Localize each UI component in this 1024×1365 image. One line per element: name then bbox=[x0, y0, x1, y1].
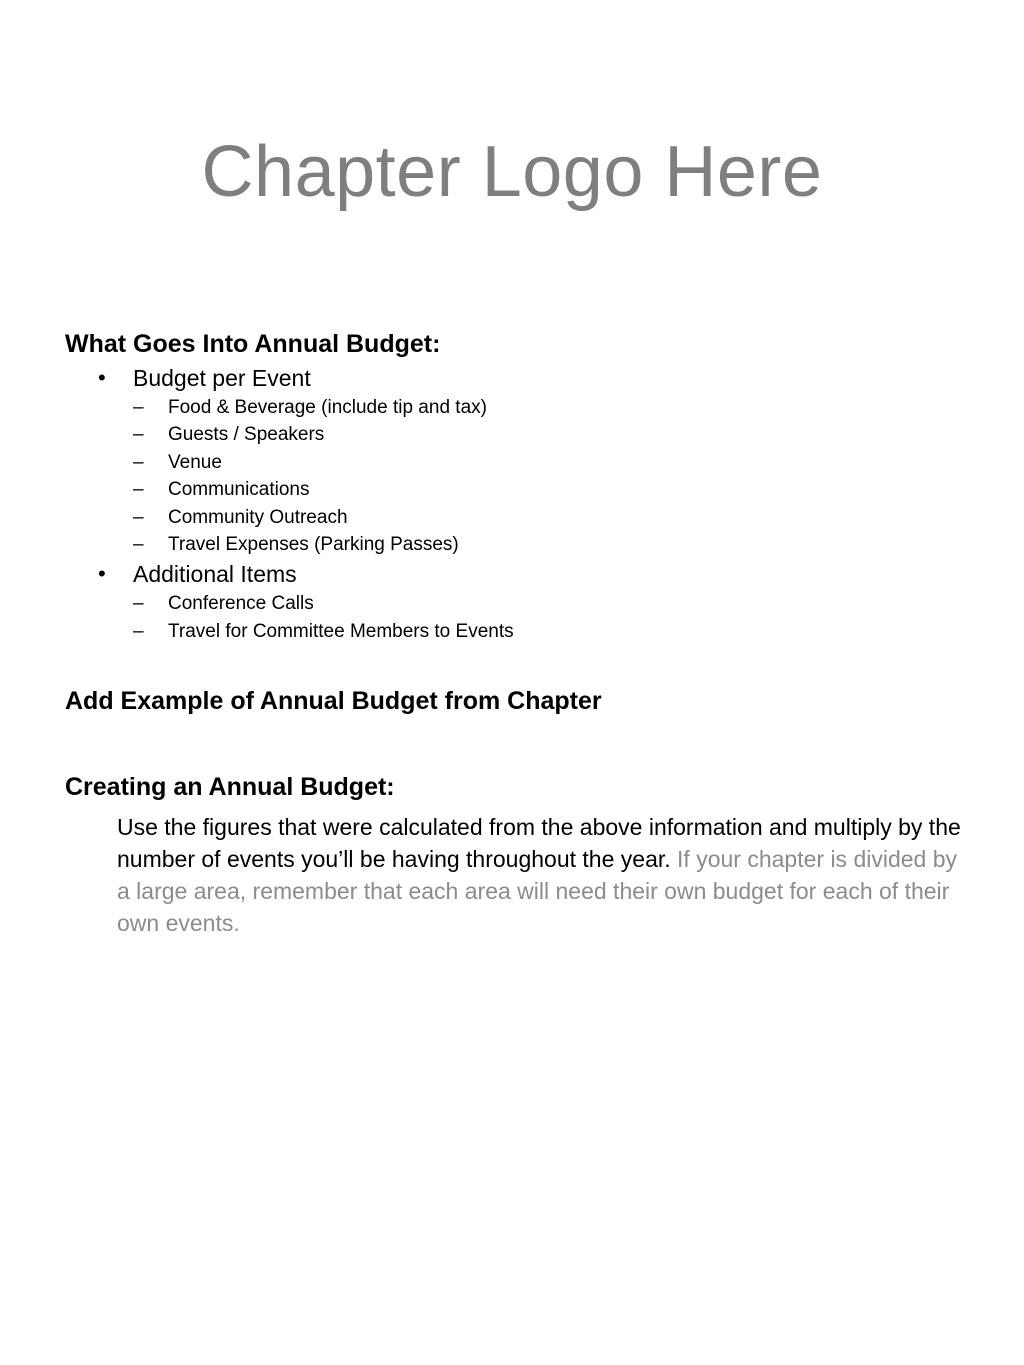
creating-paragraph-note: If your chapter is divided by a large area, remember that each area will need their own budget for each of their own events. bbox=[117, 846, 958, 937]
sub-list-item bbox=[133, 421, 965, 448]
dash-icon: – bbox=[133, 451, 144, 473]
example-heading: Add Example of Annual Budget from Chapter bbox=[65, 687, 602, 716]
spacer bbox=[65, 719, 965, 769]
sub-list-item-label: Guests / Speakers bbox=[168, 424, 325, 446]
creating-paragraph bbox=[117, 811, 962, 939]
slide-content bbox=[65, 326, 965, 939]
sub-list-item bbox=[133, 449, 965, 476]
sub-list-item-label: Community Outreach bbox=[168, 506, 348, 528]
sub-list-item-label: Travel Expenses (Parking Passes) bbox=[168, 534, 459, 556]
list-item-label: Budget per Event bbox=[133, 365, 311, 391]
dash-icon: – bbox=[133, 593, 144, 615]
dash-icon: – bbox=[133, 479, 144, 501]
sub-list-item-label: Travel for Committee Members to Events bbox=[168, 620, 514, 642]
dash-icon: – bbox=[133, 424, 144, 446]
list-item-budget-per-event bbox=[65, 362, 965, 558]
sub-list-item bbox=[133, 504, 965, 531]
dash-icon: – bbox=[133, 534, 144, 556]
bullet-icon: • bbox=[98, 365, 106, 390]
sub-list-item-label: Food & Beverage (include tip and tax) bbox=[168, 397, 487, 418]
bullet-icon: • bbox=[98, 561, 106, 587]
list-item-label: Additional Items bbox=[133, 561, 297, 588]
sub-list-item bbox=[133, 618, 965, 645]
sub-list-item-label: Venue bbox=[168, 451, 222, 473]
sub-list-item bbox=[133, 476, 965, 503]
sub-list-item bbox=[133, 394, 965, 421]
sub-list-item bbox=[133, 590, 965, 617]
dash-icon: – bbox=[133, 506, 144, 528]
spacer bbox=[65, 645, 965, 683]
sub-list-item bbox=[133, 531, 965, 558]
dash-icon: – bbox=[133, 397, 144, 418]
sub-list-item-label: Communications bbox=[168, 479, 310, 501]
sub-list-additional-items bbox=[133, 590, 965, 645]
creating-heading: Creating an Annual Budget: bbox=[65, 773, 395, 802]
sub-list-budget-per-event bbox=[133, 394, 965, 558]
budget-list bbox=[65, 362, 965, 645]
dash-icon: – bbox=[133, 620, 144, 642]
chapter-logo-placeholder: Chapter Logo Here bbox=[201, 132, 823, 212]
creating-paragraph-main: Use the figures that were calculated from the above information and multiply by the number of events you’ll be having throughout the year. bbox=[117, 814, 961, 873]
list-item-additional-items bbox=[65, 558, 965, 645]
budget-heading: What Goes Into Annual Budget: bbox=[65, 330, 441, 358]
sub-list-item-label: Conference Calls bbox=[168, 593, 314, 615]
